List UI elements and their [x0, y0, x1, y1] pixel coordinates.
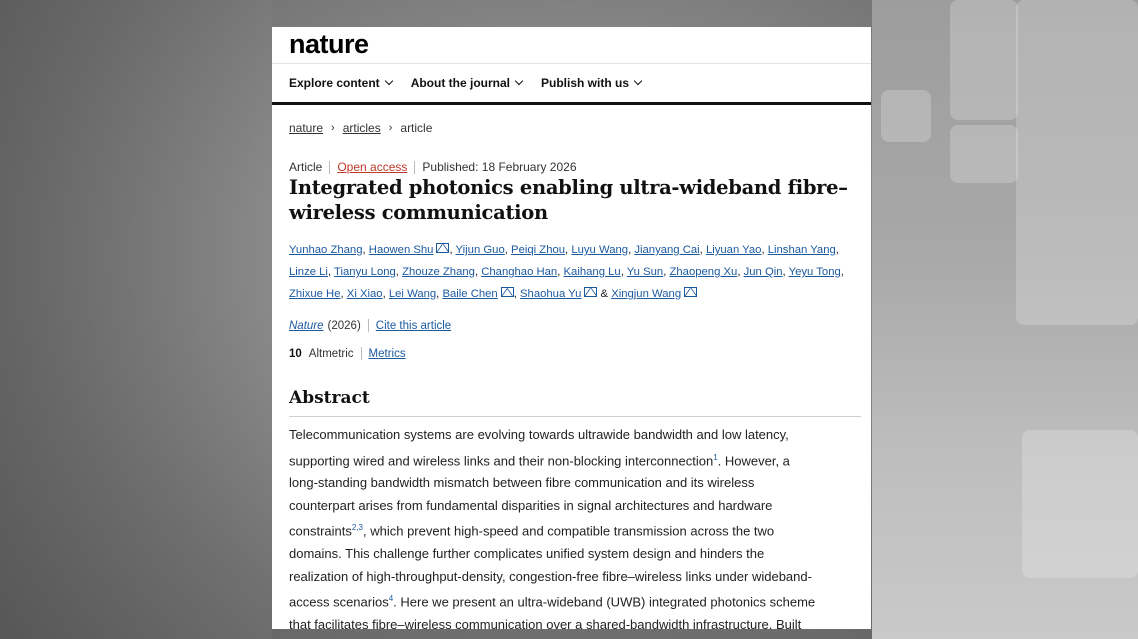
author-separator: , [474, 266, 482, 278]
author-separator: , [620, 266, 627, 278]
reference-link[interactable]: 1 [713, 452, 718, 462]
abstract-line [289, 472, 863, 495]
author-link[interactable]: Yijun Guo [455, 244, 505, 256]
citation-row [289, 319, 451, 332]
author-separator: , [327, 266, 335, 278]
abstract-line [289, 495, 863, 518]
reference-link[interactable]: 4 [388, 594, 394, 604]
author-separator: , [663, 266, 670, 278]
altmetric-score[interactable]: 10 [289, 347, 302, 360]
abstract-text-run: , which prevent high-speed and compatible transmission across the two [363, 523, 775, 539]
author-link[interactable]: Lei Wang [388, 288, 437, 300]
author-separator: , [840, 266, 844, 278]
abstract-line [289, 424, 863, 447]
abstract-text-run: . However, a [717, 452, 790, 468]
nav-publish-with-us[interactable] [541, 76, 641, 90]
nav-underline [272, 102, 871, 105]
abstract-line [289, 588, 863, 614]
abstract-text-run: supporting wired and wireless links and their non-blocking interconnection [289, 452, 714, 468]
breadcrumb [289, 121, 432, 135]
author-separator: , [513, 288, 520, 300]
abstract-text-run: long-standing bandwidth mismatch between fibre communication and its wireless [289, 475, 755, 491]
abstract-text [289, 424, 863, 629]
header-divider [272, 63, 871, 64]
breadcrumb-current: article [400, 121, 433, 135]
author-separator: & [597, 288, 612, 300]
author-link[interactable]: Jianyang Cai [634, 244, 700, 256]
abstract-line [289, 566, 863, 589]
chevron-down-icon [384, 77, 392, 85]
author-separator: , [761, 244, 768, 256]
abstract-divider [289, 416, 861, 417]
abstract-text-run: counterpart arises from fundamental disparities in signal architectures and hardware [289, 497, 773, 513]
main-nav [289, 76, 660, 90]
chevron-right-icon: › [331, 122, 335, 134]
mail-icon[interactable] [684, 287, 697, 297]
decor-square [1016, 0, 1138, 325]
author-line [289, 283, 859, 305]
abstract-text-run: access scenarios [289, 594, 389, 610]
author-link[interactable]: Xingjun Wang [611, 288, 682, 300]
author-link[interactable]: Linshan Yang [767, 244, 836, 256]
abstract-text-run: constraints [289, 523, 352, 539]
author-separator: , [382, 288, 389, 300]
author-link[interactable]: Yunhao Zhang [289, 244, 363, 256]
author-separator: , [557, 266, 564, 278]
author-link[interactable]: Tianyu Long [334, 266, 396, 278]
author-list [289, 239, 859, 305]
abstract-line [289, 517, 863, 543]
abstract-line [289, 614, 863, 629]
altmetric-label[interactable]: Altmetric [308, 347, 354, 360]
nav-about-journal[interactable] [411, 76, 522, 90]
author-line [289, 239, 859, 261]
breadcrumb-articles[interactable]: articles [342, 121, 381, 135]
author-link[interactable]: Yu Sun [626, 266, 664, 278]
author-separator: , [737, 266, 744, 278]
mail-icon[interactable] [436, 243, 449, 253]
decor-square [1022, 430, 1138, 578]
author-link[interactable]: Zhaopeng Xu [669, 266, 738, 278]
nature-logo[interactable]: nature [289, 29, 369, 59]
author-separator: , [362, 244, 369, 256]
author-link[interactable]: Baile Chen [442, 288, 498, 300]
background-left [0, 0, 272, 639]
divider [368, 319, 369, 332]
abstract-text-run: domains. This challenge further complicates unified system design and hinders the [289, 546, 765, 562]
abstract-text-run: that facilitates fibre–wireless communication over a shared-bandwidth infrastructure. Built [289, 616, 802, 629]
citation-year: (2026) [327, 319, 361, 332]
open-access-link[interactable]: Open access [337, 160, 408, 174]
author-separator: , [782, 266, 789, 278]
author-link[interactable]: Peiqi Zhou [511, 244, 566, 256]
mail-icon[interactable] [584, 287, 597, 297]
chevron-down-icon [515, 77, 523, 85]
nav-label: About the journal [410, 76, 511, 90]
metrics-row [289, 347, 406, 360]
author-link[interactable]: Shaohua Yu [520, 288, 582, 300]
article-type: Article [289, 160, 323, 174]
author-separator: , [504, 244, 512, 256]
author-link[interactable]: Xi Xiao [346, 288, 383, 300]
published-date: Published: 18 February 2026 [422, 160, 577, 174]
nav-explore-content[interactable] [289, 76, 392, 90]
nav-label: Explore content [289, 76, 380, 90]
mail-icon[interactable] [501, 287, 514, 297]
decor-square [950, 125, 1018, 183]
abstract-text-run: realization of high-throughput-density, congestion-free fibre–wireless links under wideband- [289, 568, 812, 584]
decor-square [950, 0, 1018, 120]
article-meta [289, 160, 577, 174]
author-link[interactable]: Yeyu Tong [788, 266, 841, 278]
reference-link[interactable]: 2,3 [351, 523, 363, 533]
author-separator: , [699, 244, 706, 256]
author-separator: , [835, 244, 839, 256]
metrics-link[interactable]: Metrics [368, 347, 406, 360]
decor-square [881, 90, 931, 142]
author-link[interactable]: Zhixue He [289, 288, 341, 300]
author-separator: , [449, 244, 456, 256]
divider [361, 347, 362, 360]
author-link[interactable]: Zhouze Zhang [402, 266, 475, 278]
journal-link[interactable]: Nature [289, 319, 324, 332]
author-separator: , [628, 244, 635, 256]
author-separator: , [436, 288, 443, 300]
divider [329, 161, 330, 174]
abstract-line [289, 543, 863, 566]
author-link[interactable]: Jun Qin [743, 266, 783, 278]
author-separator: , [565, 244, 572, 256]
chevron-down-icon [634, 77, 642, 85]
author-line [289, 261, 859, 283]
abstract-text-run: . Here we present an ultra-wideband (UWB) integrated photonics scheme [393, 594, 816, 610]
article-page [272, 27, 871, 629]
abstract-heading: Abstract [289, 388, 370, 408]
cite-this-article-link[interactable]: Cite this article [375, 319, 452, 332]
abstract-text-run: Telecommunication systems are evolving towards ultrawide bandwidth and low latency, [289, 427, 789, 442]
author-separator: , [340, 288, 347, 300]
author-link[interactable]: Linze Li [289, 266, 328, 278]
divider [414, 161, 415, 174]
author-separator: , [395, 266, 403, 278]
author-link[interactable]: Changhao Han [481, 266, 558, 278]
author-link[interactable]: Liyuan Yao [705, 244, 762, 256]
author-link[interactable]: Haowen Shu [368, 244, 434, 256]
nav-label: Publish with us [541, 76, 630, 90]
abstract-line [289, 447, 863, 473]
author-link[interactable]: Luyu Wang [571, 244, 629, 256]
chevron-right-icon: › [388, 122, 393, 134]
breadcrumb-nature[interactable]: nature [289, 121, 324, 135]
author-link[interactable]: Kaihang Lu [563, 266, 621, 278]
article-title: Integrated photonics enabling ultra-wideband fibre–wireless communication [289, 176, 848, 224]
